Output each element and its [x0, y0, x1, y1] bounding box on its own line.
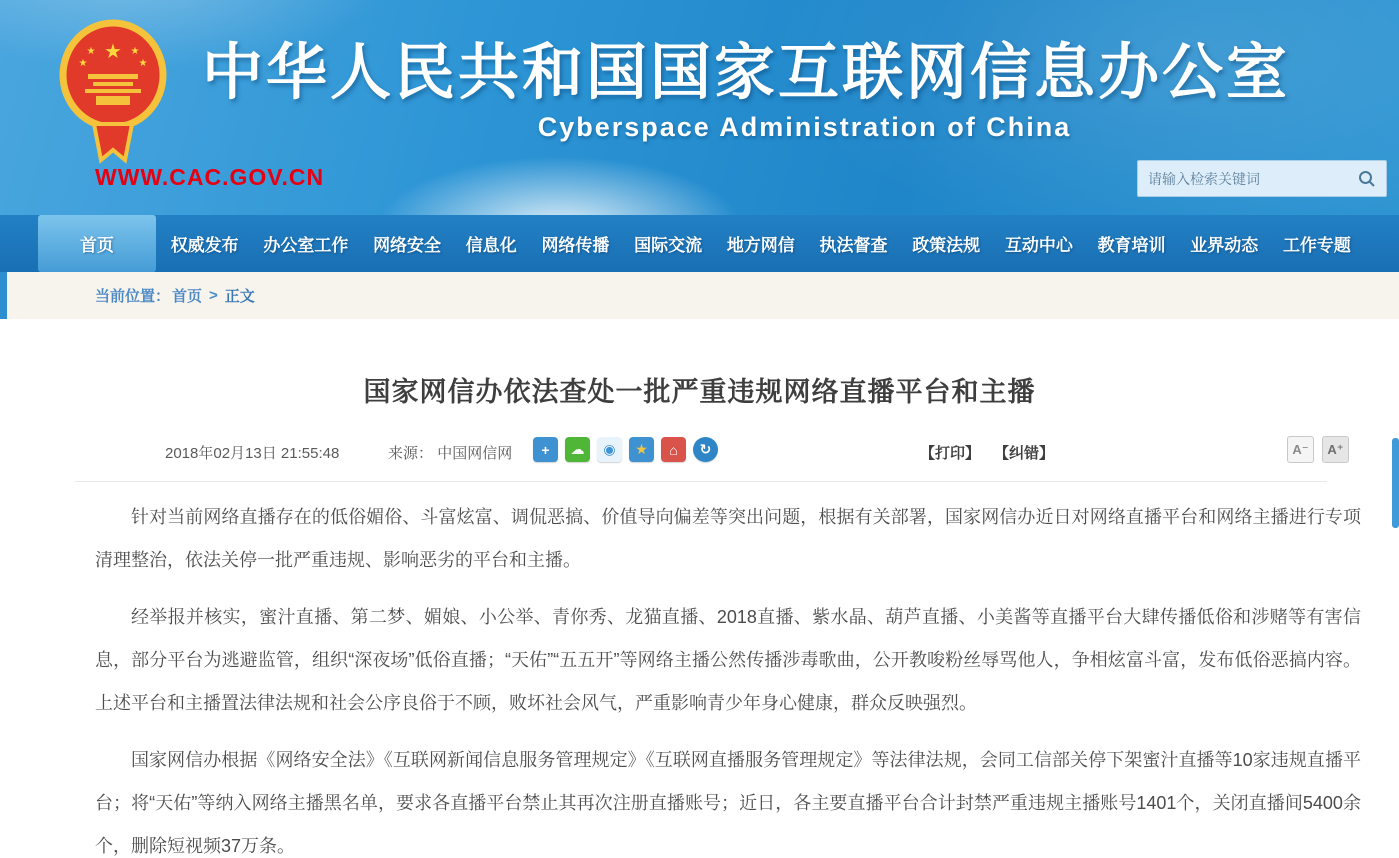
svg-text:★: ★ [104, 41, 122, 63]
font-smaller-button[interactable]: A⁻ [1287, 436, 1314, 463]
qzone-icon[interactable]: ★ [629, 437, 654, 462]
svg-text:★: ★ [138, 58, 148, 69]
wechat-icon[interactable]: ☁ [565, 437, 590, 462]
article-body [95, 496, 1361, 858]
nav-item-1[interactable]: 首页 [38, 215, 156, 272]
search-input[interactable] [1148, 171, 1358, 187]
share-plus-icon[interactable]: + [533, 437, 558, 462]
article-title: 国家网信办依法查处一批严重违规网络直播平台和主播 [363, 377, 1036, 407]
nav-item-5[interactable]: 信息化 [465, 236, 517, 255]
source-link[interactable]: 中国网信网 [437, 445, 513, 462]
svg-text:★: ★ [130, 46, 140, 57]
breadcrumb-current: 正文 [224, 288, 255, 305]
nav-item-4[interactable]: 网络安全 [373, 236, 442, 255]
national-emblem-icon [58, 18, 168, 168]
divider [75, 481, 1327, 482]
site-subtitle: Cyberspace Administration of China [537, 112, 1072, 142]
tieba-icon[interactable]: ⌂ [661, 437, 686, 462]
breadcrumb-accent [0, 272, 7, 319]
article-source [388, 442, 512, 463]
nav-item-6[interactable]: 网络传播 [541, 236, 610, 255]
article-paragraph: 针对当前网络直播存在的低俗媚俗、斗富炫富、调侃恶搞、价值导向偏差等突出问题，根据有关部署，国家网信办近日对网络直播平台和网络主播进行专项清理整治，依法关停一批严重违规、影响恶劣的平台和主播。 [95, 507, 1361, 570]
site-url[interactable]: WWW.CAC.GOV.CN [95, 164, 325, 190]
source-label: 来源： [388, 445, 434, 462]
search-box [1137, 160, 1387, 197]
nav-item-13[interactable]: 业界动态 [1190, 236, 1259, 255]
article-date: 2018年02月13日 21:55:48 [165, 445, 340, 462]
main-nav [0, 215, 1399, 272]
breadcrumb-separator: > [209, 287, 218, 304]
article-meta [0, 436, 1399, 466]
svg-text:★: ★ [86, 46, 96, 57]
article-paragraph: 经举报并核实，蜜汁直播、第二梦、媚娘、小公举、青你秀、龙猫直播、2018直播、紫水晶、葫芦直播、小美酱等直播平台大肆传播低俗和涉赌等有害信息，部分平台为逃避监管，组织“深夜场”低俗直播；“天佑”“五五开”等网络主播公然传播涉毒歌曲，公开教唆粉丝辱骂他人，争相炫富斗富，发布低俗恶搞内容。上述平台和主播置法律法规和社会公序良俗于不顾，败坏社会风气，严重影响青少年身心健康，群众反映强烈。 [95, 607, 1361, 713]
share-buttons [533, 437, 718, 462]
nav-item-12[interactable]: 教育培训 [1097, 236, 1166, 255]
correction-button[interactable]: 【纠错】 [994, 445, 1055, 462]
nav-item-11[interactable]: 互动中心 [1004, 236, 1073, 255]
breadcrumb-label: 当前位置： [95, 288, 171, 305]
article-actions [920, 442, 1054, 463]
font-larger-button[interactable]: A⁺ [1322, 436, 1349, 463]
weibo-icon[interactable]: ◉ [597, 437, 622, 462]
svg-text:★: ★ [78, 58, 88, 69]
nav-item-9[interactable]: 执法督查 [819, 236, 888, 255]
breadcrumb-home-link[interactable]: 首页 [172, 288, 203, 305]
site-header [0, 0, 1399, 215]
nav-item-10[interactable]: 政策法规 [912, 236, 981, 255]
nav-item-3[interactable]: 办公室工作 [263, 236, 349, 255]
article-paragraph: 国家网信办根据《网络安全法》《互联网新闻信息服务管理规定》《互联网直播服务管理规定》等法律法规，会同工信部关停下架蜜汁直播等10家违规直播平台；将“天佑”等纳入网络主播黑名单，要求各直播平台禁止其再次注册直播账号；近日，各主要直播平台合计封禁严重违规主播账号1401个，关闭直播间5400余个，删除短视频37万条。 [95, 750, 1361, 856]
nav-item-8[interactable]: 地方网信 [726, 236, 795, 255]
scrollbar-thumb[interactable] [1392, 438, 1399, 528]
print-button[interactable]: 【打印】 [920, 445, 981, 462]
nav-item-2[interactable]: 权威发布 [170, 236, 239, 255]
breadcrumb [0, 272, 1399, 319]
font-size-controls [1287, 436, 1349, 463]
nav-item-7[interactable]: 国际交流 [634, 236, 703, 255]
search-icon[interactable] [1358, 170, 1376, 188]
nav-item-14[interactable]: 工作专题 [1282, 236, 1351, 255]
share-link-icon[interactable]: ↻ [693, 437, 718, 462]
site-title: 中华人民共和国国家互联网信息办公室 [202, 38, 1291, 106]
